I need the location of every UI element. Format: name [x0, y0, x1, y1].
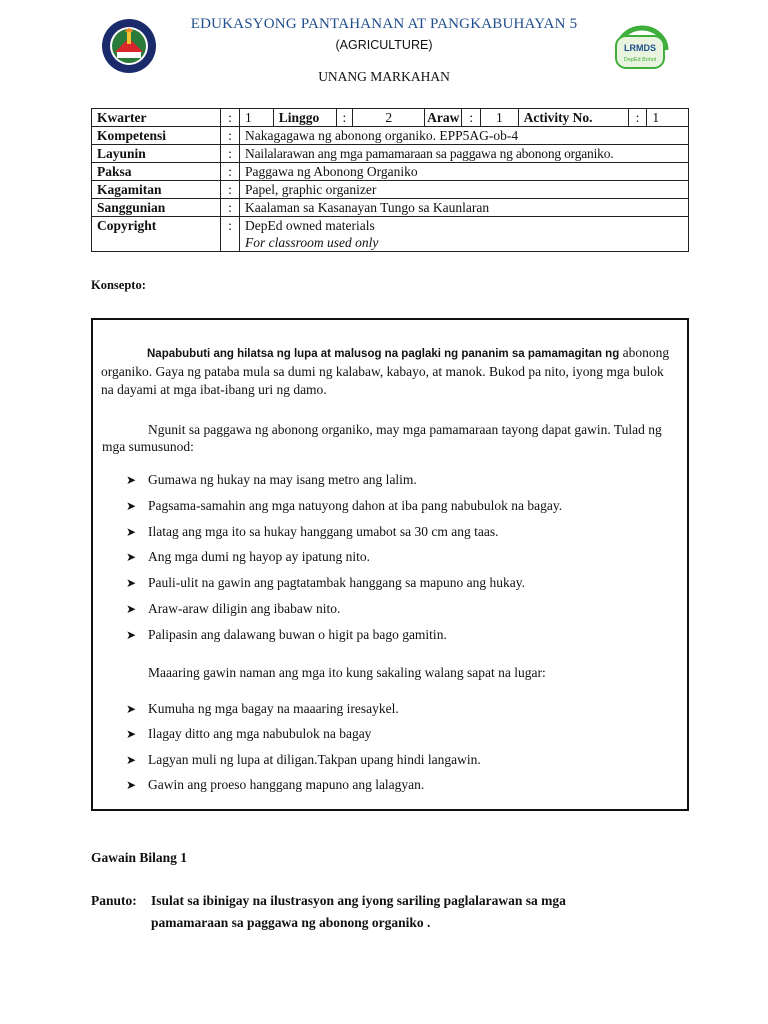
arrow-bullet-icon: ➤ [126, 602, 137, 616]
list-item [126, 575, 525, 591]
arrow-bullet-icon: ➤ [126, 473, 137, 487]
list-item-text: Gumawa ng hukay na may isang metro ang lalim. [148, 472, 417, 487]
colon: : [220, 163, 239, 181]
list-item-text: Kumuha ng mga bagay na maaaring iresaykel. [148, 701, 399, 716]
activity-value: 1 [647, 109, 689, 127]
row-label: Paksa [92, 163, 221, 181]
activity-label: Activity No. [518, 109, 628, 127]
table-row [92, 163, 689, 181]
colon: : [220, 109, 239, 127]
list-item [126, 701, 399, 717]
copyright-value: DepEd owned materials [245, 218, 375, 233]
list-item [126, 524, 499, 540]
row-label: Kagamitan [92, 181, 221, 199]
linggo-value: 2 [353, 109, 425, 127]
row-label: Layunin [92, 145, 221, 163]
konsepto-paragraph-1-rest: abonong organiko. Gaya ng pataba mula sa dumi ng kalabaw, kabayo, at manok. Bukod pa nito, iyong mga bulok na dayami at mga ibat-ibang uri ng damo. [101, 345, 670, 397]
panuto-line-1: Isulat sa ibinigay na ilustrasyon ang iyong sariling paglalarawan sa mga [151, 893, 566, 908]
colon: : [220, 181, 239, 199]
row-value: Papel, graphic organizer [240, 181, 689, 199]
linggo-label: Linggo [273, 109, 336, 127]
row-label: Sanggunian [92, 199, 221, 217]
quarter-heading: UNANG MARKAHAN [318, 69, 450, 84]
colon: : [462, 109, 481, 127]
list-item [126, 777, 424, 793]
gawain-heading: Gawain Bilang 1 [91, 850, 188, 865]
arrow-bullet-icon: ➤ [126, 727, 137, 741]
document-title: EDUKASYONG PANTAHANAN AT PANGKABUHAYAN 5 [190, 16, 578, 32]
colon: : [220, 127, 239, 145]
list-item [126, 549, 370, 565]
konsepto-paragraph-3: Maaaring gawin naman ang mga ito kung sakaling walang sapat na lugar: [148, 665, 546, 680]
colon: : [220, 199, 239, 217]
row-value [240, 217, 689, 252]
konsepto-paragraph-1-lead: Napabubuti ang hilatsa ng lupa at malusog na paglaki ng pananim sa pamamagitan ng [147, 348, 620, 360]
list-item-text: Araw-araw diligin ang ibabaw nito. [148, 601, 341, 616]
lesson-info-table [91, 108, 689, 252]
list-item [126, 752, 481, 768]
kwarter-label: Kwarter [92, 109, 221, 127]
arrow-bullet-icon: ➤ [126, 576, 137, 590]
arrow-bullet-icon: ➤ [126, 525, 137, 539]
konsepto-paragraph-2: Ngunit sa paggawa ng abonong organiko, may mga pamamaraan tayong dapat gawin. Tulad ng mga sumusunod: [102, 422, 662, 454]
row-label: Kompetensi [92, 127, 221, 145]
list-item [126, 627, 447, 643]
araw-label: Araw [425, 109, 462, 127]
panuto-label: Panuto: [91, 893, 137, 908]
list-item [126, 601, 340, 617]
colon: : [220, 217, 239, 252]
arrow-bullet-icon: ➤ [126, 628, 137, 642]
konsepto-paragraph-1 [101, 344, 671, 399]
colon: : [336, 109, 353, 127]
list-item-text: Ang mga dumi ng hayop ay ipatung nito. [148, 549, 370, 564]
list-item-text: Palipasin ang dalawang buwan o higit pa bago gamitin. [148, 627, 447, 642]
colon: : [628, 109, 647, 127]
kwarter-value: 1 [240, 109, 274, 127]
arrow-bullet-icon: ➤ [126, 499, 137, 513]
araw-value: 1 [481, 109, 518, 127]
table-row [92, 217, 689, 252]
list-item-text: Ilatag ang mga ito sa hukay hanggang umabot sa 30 cm ang taas. [148, 524, 499, 539]
row-label: Copyright [92, 217, 221, 252]
table-row [92, 109, 689, 127]
table-row [92, 127, 689, 145]
lrmds-logo [610, 24, 674, 74]
panuto-line-2: pamamaraan sa paggawa ng abonong organiko . [151, 915, 431, 930]
lrmds-logo-text-bottom: DepEd Bohol [623, 57, 657, 63]
row-value: Paggawa ng Abonong Organiko [240, 163, 689, 181]
lrmds-logo-text-top: LRMDS [624, 43, 656, 53]
colon: : [220, 145, 239, 163]
copyright-note: For classroom used only [245, 235, 379, 250]
arrow-bullet-icon: ➤ [126, 753, 137, 767]
list-item-text: Gawin ang proeso hanggang mapuno ang lalagyan. [148, 777, 425, 792]
list-item-text: Lagyan muli ng lupa at diligan.Takpan upang hindi langawin. [148, 752, 481, 767]
table-row [92, 181, 689, 199]
list-item [126, 498, 562, 514]
table-row [92, 145, 689, 163]
list-item [126, 726, 371, 742]
row-value: Kaalaman sa Kasanayan Tungo sa Kaunlaran [240, 199, 689, 217]
arrow-bullet-icon: ➤ [126, 702, 137, 716]
row-value: Nakagagawa ng abonong organiko. EPP5AG-ob-4 [240, 127, 689, 145]
list-item-text: Pauli-ulit na gawin ang pagtatambak hanggang sa mapuno ang hukay. [148, 575, 526, 590]
list-item [126, 472, 417, 488]
arrow-bullet-icon: ➤ [126, 778, 137, 792]
panuto-instructions [91, 890, 566, 934]
konsepto-box [91, 318, 689, 811]
list-item-text: Pagsama-samahin ang mga natuyong dahon at iba pang nabubulok na bagay. [148, 498, 563, 513]
list-item-text: Ilagay ditto ang mga nabubulok na bagay [148, 726, 372, 741]
arrow-bullet-icon: ➤ [126, 550, 137, 564]
table-row [92, 199, 689, 217]
row-value: Nailalarawan ang mga pamamaraan sa paggawa ng abonong organiko. [240, 145, 689, 163]
document-subtitle: (AGRICULTURE) [335, 38, 433, 52]
deped-seal-logo [101, 18, 157, 74]
konsepto-heading: Konsepto: [91, 278, 146, 292]
